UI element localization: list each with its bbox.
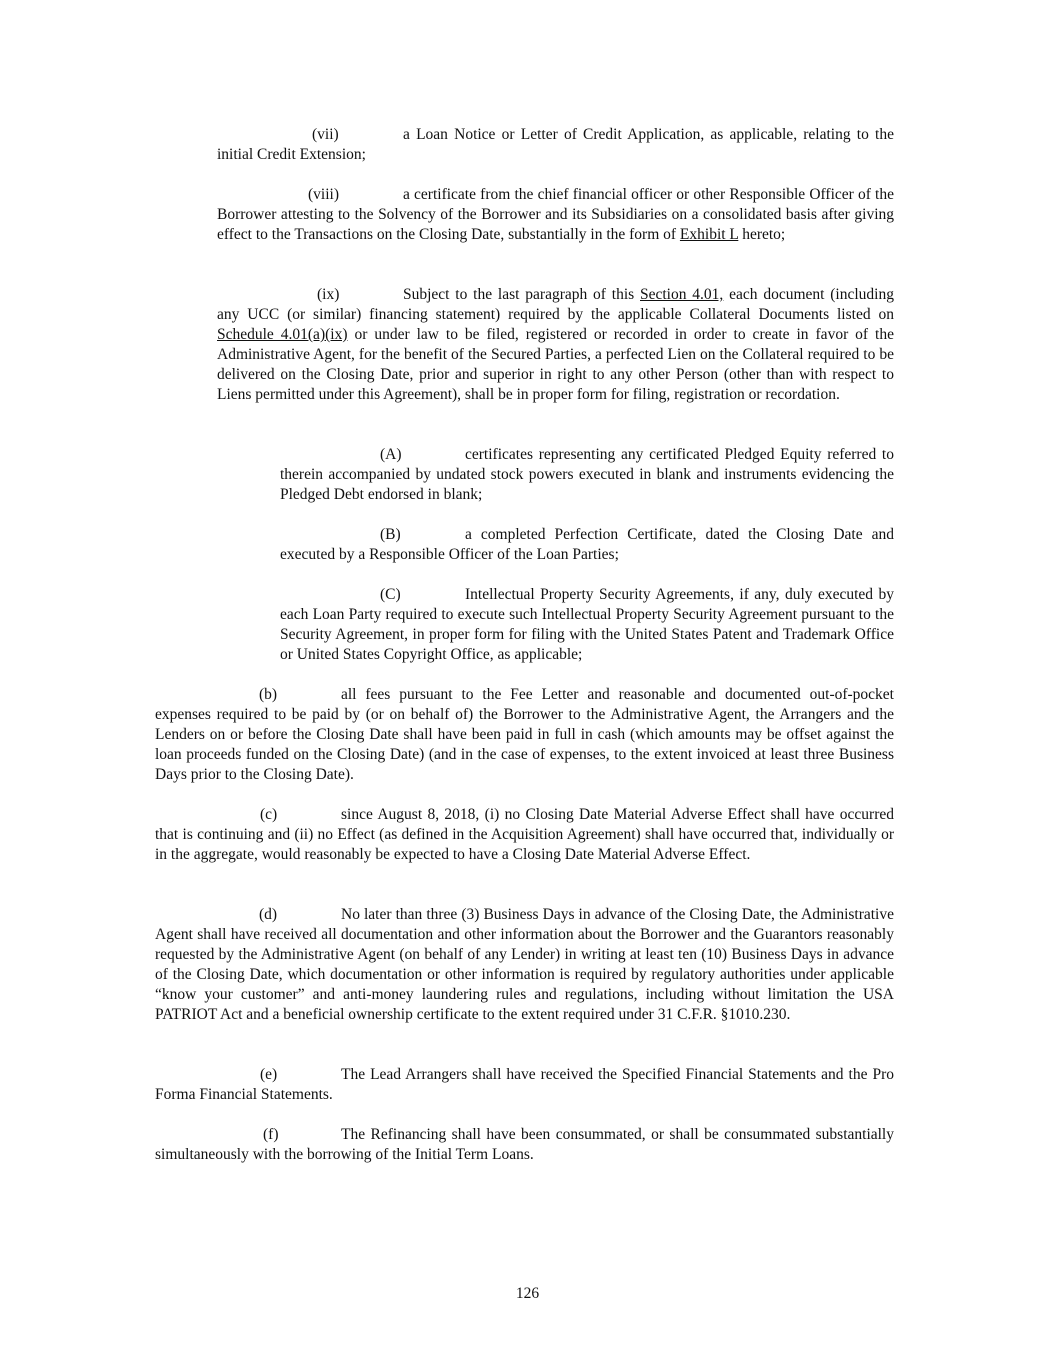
paragraph-text: Subject to the last paragraph of this [403,286,640,303]
paragraph-label: (b) [259,686,278,703]
paragraph-f [155,1125,894,1165]
paragraph-label: (C) [380,586,401,603]
paragraph-text: a completed Perfection Certificate, dated the Closing Date and executed by a Responsible Officer of the Loan Parties; [280,526,894,563]
paragraph-ix [217,285,894,405]
paragraph-vii [217,125,894,165]
paragraph-text: No later than three (3) Business Days in advance of the Closing Date, the Administrative Agent shall have received all documentation and other information about the Borrower and the Guarantors reasonably requested by the Administrative Agent (on behalf of any Lender) in writing at least ten (10) Business Days in advance of the Closing Date, which documentation or other information is required by regulatory authorities under applicable “know your customer” and anti-money laundering rules and regulations, including without limitation the USA PATRIOT Act and a beneficial ownership certificate to the extent required under 31 C.F.R. §1010.230. [155,906,894,1023]
paragraph-b [155,685,894,785]
paragraph-text: The Lead Arrangers shall have received the Specified Financial Statements and the Pro Forma Financial Statements. [155,1066,894,1103]
paragraph-label: (viii) [308,186,339,203]
page-number: 126 [515,1285,540,1302]
paragraph-label: (B) [380,526,401,543]
paragraph-C [280,585,894,665]
paragraph-text: since August 8, 2018, (i) no Closing Date Material Adverse Effect shall have occurred that is continuing and (ii) no Effect (as defined in the Acquisition Agreement) shall have occurred that, individually or in the aggregate, would reasonably be expected to have a Closing Date Material Adverse Effect. [155,806,894,863]
paragraph-text: a Loan Notice or Letter of Credit Application, as applicable, relating to the initial Credit Extension; [217,126,894,163]
paragraph-e [155,1065,894,1105]
paragraph-label: (f) [263,1126,279,1143]
schedule-4-01-link[interactable]: Schedule 4.01(a)(ix) [217,326,348,343]
paragraph-label: (d) [259,906,278,923]
paragraph-text: The Refinancing shall have been consummated, or shall be consummated substantially simultaneously with the borrowing of the Initial Term Loans. [155,1126,894,1163]
paragraph-viii [217,185,894,245]
paragraph-text: hereto; [738,226,786,243]
paragraph-A [280,445,894,505]
exhibit-l-link[interactable]: Exhibit L [679,226,739,243]
paragraph-label: (ix) [317,286,340,303]
paragraph-text: certificates representing any certificated Pledged Equity referred to therein accompanied by undated stock powers executed in blank and instruments evidencing the Pledged Debt endorsed in blank; [280,446,894,503]
paragraph-text: Intellectual Property Security Agreements, if any, duly executed by each Loan Party required to execute such Intellectual Property Security Agreement pursuant to the Security Agreement, in proper form for filing with the United States Patent and Trademark Office or United States Copyright Office, as applicable; [280,586,894,663]
paragraph-label: (c) [260,806,278,823]
paragraph-text: a certificate from the chief financial officer or other Responsible Officer of the Borrower attesting to the Solvency of the Borrower and its Subsidiaries on a consolidated basis after giving effect to the Transactions on the Closing Date, substantially in the form of [217,186,894,243]
paragraph-text: each document (including any UCC (or similar) financing statement) required by the applicable Collateral Documents listed on [217,286,894,323]
paragraph-label: (e) [260,1066,278,1083]
paragraph-d [155,905,894,1025]
paragraph-c [155,805,894,865]
section-4-01-link[interactable]: Section 4.01, [640,286,724,303]
paragraph-text: all fees pursuant to the Fee Letter and reasonable and documented out-of-pocket expenses required to be paid by (or on behalf of) the Borrower to the Administrative Agent, the Arrangers and the Lenders on or before the Closing Date shall have been paid in full in cash (which amounts may be offset against the loan proceeds funded on the Closing Date) (and in the case of expenses, to the extent invoiced at least three Business Days prior to the Closing Date). [155,686,894,783]
paragraph-B [280,525,894,565]
paragraph-label: (A) [380,446,402,463]
paragraph-label: (vii) [312,126,339,143]
paragraph-text: or under law to be filed, registered or recorded in order to create in favor of the Administrative Agent, for the benefit of the Secured Parties, a perfected Lien on the Collateral required to be delivered on the Closing Date, prior and superior in right to any other Person (other than with respect to Liens permitted under this Agreement), shall be in proper form for filing, registration or recordation. [217,326,894,403]
